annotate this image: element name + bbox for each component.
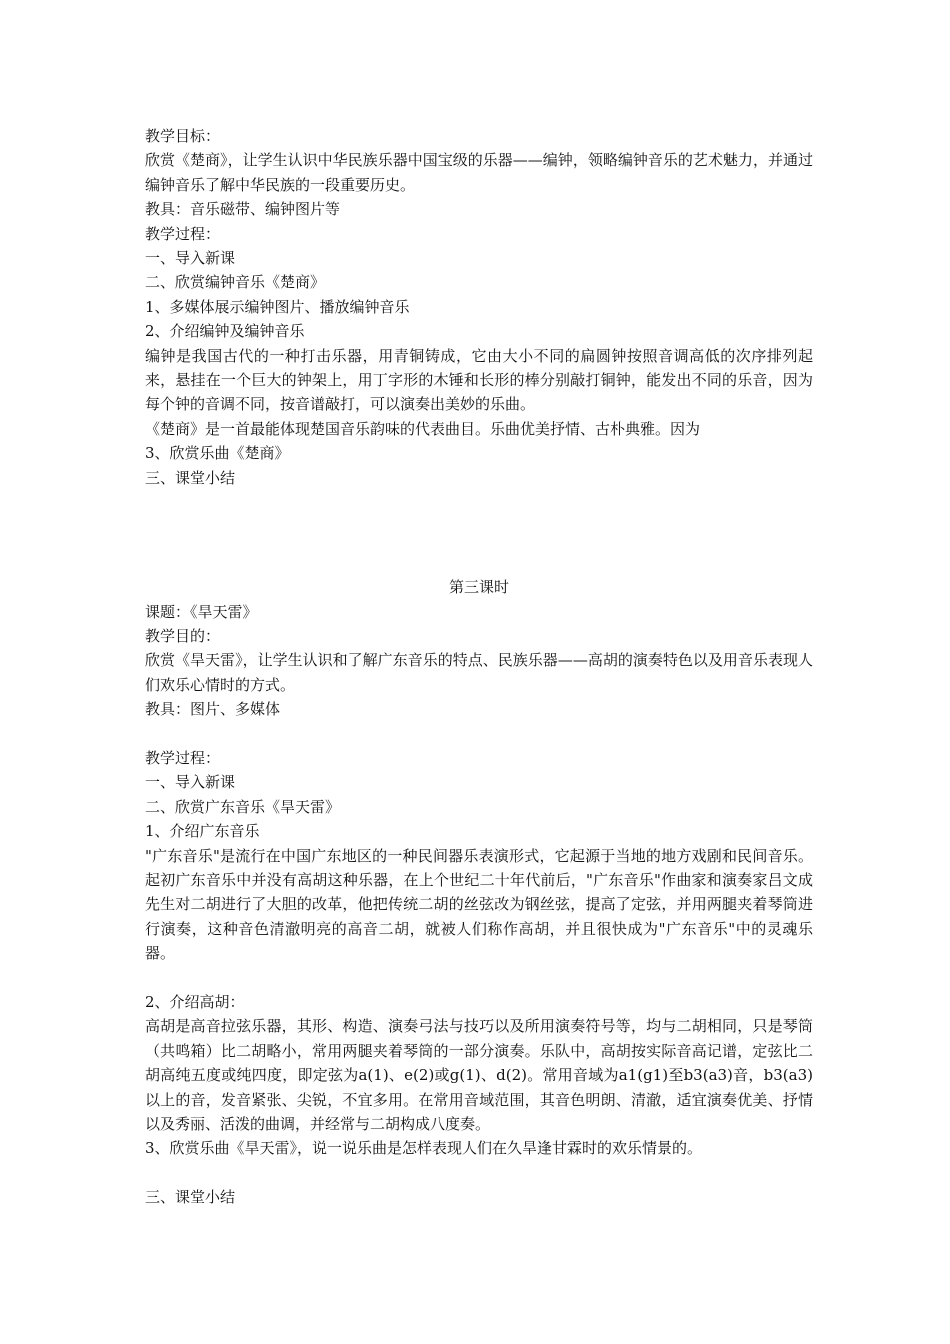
chushang-paragraph: 《楚商》是一首最能体现楚国音乐韵味的代表曲目。乐曲优美抒情、古朴典雅。因为 — [145, 419, 701, 438]
section-spacer — [145, 490, 813, 575]
step-3-2: 三、课堂小结 — [145, 1188, 236, 1207]
sub-step-3: 3、欣赏乐曲《楚商》 — [145, 444, 290, 463]
guangdong-paragraph: "广东音乐"是流行在中国广东地区的一种民间器乐表演形式，它起源于当地的地方戏剧和民间音乐。起初广东音乐中并没有高胡这种乐器，在上个世纪二十年代前后，"广东音乐"作曲家和演奏家吕文成先生对二胡进行了大胆的改革，他把传统二胡的丝弦改为钢丝弦，提高了定弦，并用两腿夹着琴筒进行演奏，这种音色清澈明亮的高音二胡，就被人们称作高胡，并且很快成为"广东音乐"中的灵魂乐器。 — [145, 846, 813, 963]
step-3: 三、课堂小结 — [145, 468, 236, 487]
step-1-2: 一、导入新课 — [145, 773, 236, 792]
sub-step-1: 1、多媒体展示编钟图片、播放编钟音乐 — [145, 297, 410, 316]
topic-line: 课题：《旱天雷》 — [145, 602, 258, 621]
tools-line: 教具：音乐磁带、编钟图片等 — [145, 200, 341, 219]
step-2-2: 二、欣赏广东音乐《旱天雷》 — [145, 797, 341, 816]
sub-step-2-2: 2、介绍高胡： — [145, 992, 245, 1011]
sub-step-2: 2、介绍编钟及编钟音乐 — [145, 322, 305, 341]
gaohu-paragraph: 高胡是高音拉弦乐器，其形、构造、演奏弓法与技巧以及所用演奏符号等，均与二胡相同，只是琴筒（共鸣箱）比二胡略小，常用两腿夹着琴筒的一部分演奏。乐队中，高胡按实际音高记谱，定弦比二胡高纯五度或纯四度，即定弦为a(1)、e(2)或g(1)、d(2)。常用音域为a1(g1)至b3(a3)音，b3(a3)以上的音，发音紧张、尖锐，不宜多用。在常用音域范围，其音色明朗、清澈，适宜演奏优美、抒情以及秀丽、活泼的曲调，并经常与二胡构成八度奏。 — [145, 1017, 813, 1133]
goal-paragraph: 欣赏《楚商》，让学生认识中华民族乐器中国宝级的乐器——编钟，领略编钟音乐的艺术魅力，并通过编钟音乐了解中华民族的一段重要历史。 — [145, 151, 813, 194]
step-2: 二、欣赏编钟音乐《楚商》 — [145, 273, 326, 292]
goal-paragraph-2: 欣赏《旱天雷》，让学生认识和了解广东音乐的特点、民族乐器——高胡的演奏特色以及用音乐表现人们欢乐心情时的方式。 — [145, 651, 813, 694]
tools-line-2: 教具：图片、多媒体 — [145, 700, 281, 719]
blank-line — [145, 722, 813, 746]
blank-line — [145, 966, 813, 990]
process-heading: 教学过程： — [145, 224, 221, 243]
bianzhong-paragraph: 编钟是我国古代的一种打击乐器，用青铜铸成，它由大小不同的扁圆钟按照音调高低的次序排列起来，悬挂在一个巨大的钟架上，用丁字形的木锤和长形的棒分别敲打铜钟，能发出不同的乐音，因为每个钟的音调不同，按音谱敲打，可以演奏出美妙的乐曲。 — [145, 346, 813, 414]
blank-line — [145, 1161, 813, 1185]
sub-step-1-2: 1、介绍广东音乐 — [145, 822, 260, 841]
sub-step-3-2: 3、欣赏乐曲《旱天雷》，说一说乐曲是怎样表现人们在久旱逢甘霖时的欢乐情景的。 — [145, 1139, 703, 1158]
goal-heading-2: 教学目的： — [145, 626, 221, 645]
process-heading-2: 教学过程： — [145, 748, 221, 767]
step-1: 一、导入新课 — [145, 249, 236, 268]
section-title: 第三课时 — [448, 578, 509, 597]
document-page — [145, 124, 813, 1210]
goal-heading: 教学目标： — [145, 127, 221, 145]
